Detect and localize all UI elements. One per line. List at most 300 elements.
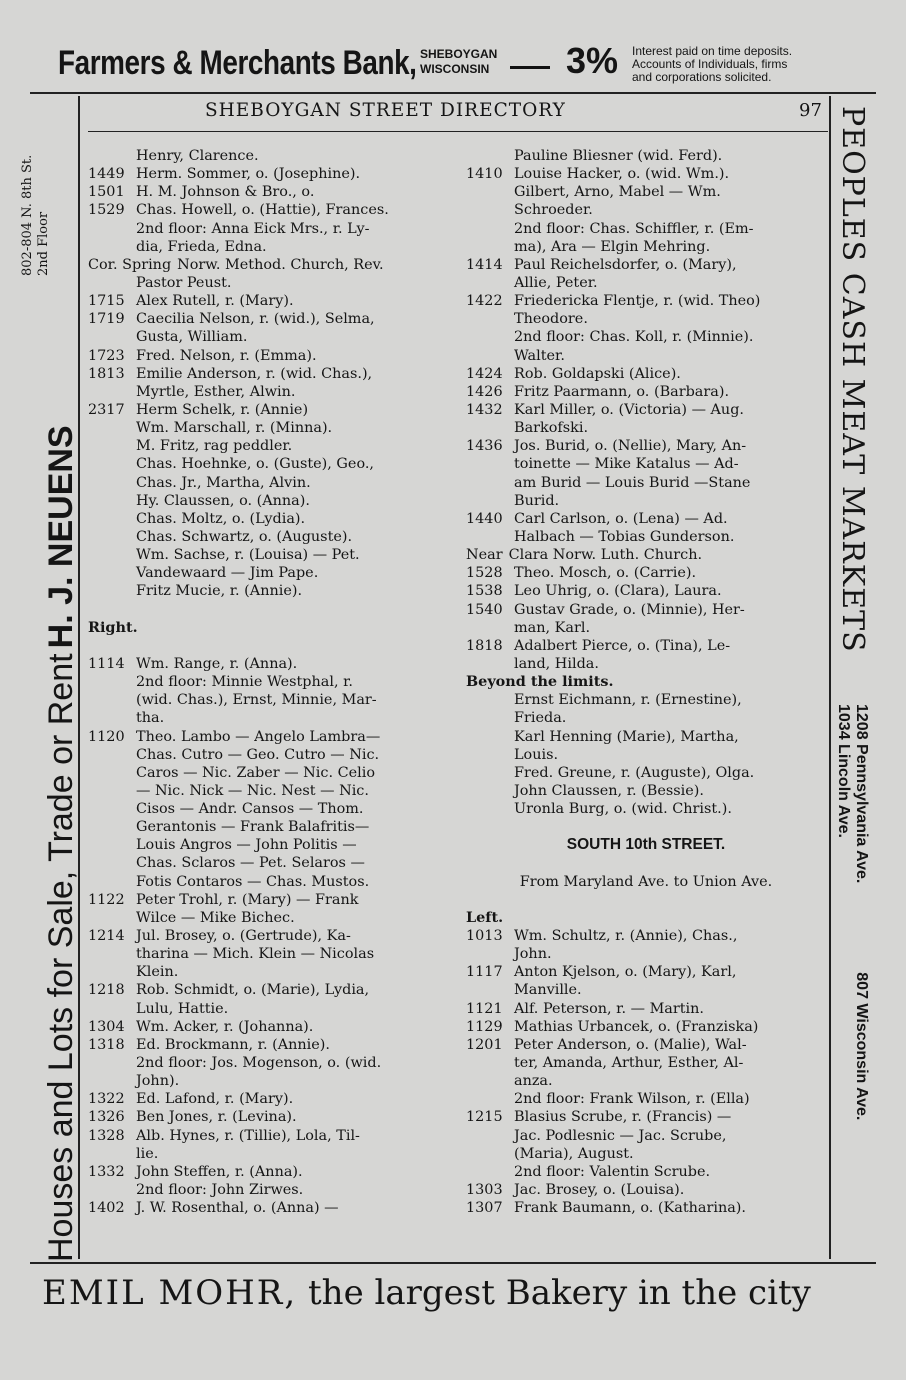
- house-number: [466, 655, 514, 673]
- resident-text: Klein.: [136, 964, 179, 981]
- resident-text: Alb. Hynes, r. (Tillie), Lola, Til-: [136, 1127, 360, 1144]
- bank-location: [420, 47, 497, 77]
- resident-text: ma), Ara — Elgin Mehring.: [514, 238, 711, 255]
- house-number: [88, 1072, 136, 1090]
- house-number: [466, 1145, 514, 1163]
- side-ad-text: Houses and Lots for Sale, Trade or Rent: [42, 653, 80, 1262]
- resident-text: lie.: [136, 1145, 159, 1162]
- house-number: [88, 510, 136, 528]
- house-number: [466, 691, 514, 709]
- interest-text: [632, 45, 792, 84]
- resident-text: Chas. Schwartz, o. (Auguste).: [136, 528, 353, 545]
- directory-entry: [466, 220, 826, 238]
- directory-entry: [88, 601, 458, 619]
- house-number: [466, 328, 514, 346]
- resident-text: Pauline Bliesner (wid. Ferd).: [514, 148, 723, 164]
- directory-entry: [466, 238, 826, 256]
- house-number: [88, 854, 136, 872]
- house-number: [466, 220, 514, 238]
- resident-text: dia, Frieda, Edna.: [136, 238, 267, 255]
- directory-entry: [88, 1072, 458, 1090]
- house-number: [88, 1000, 136, 1018]
- directory-entry: [88, 1108, 458, 1126]
- house-number: 1528: [466, 565, 503, 582]
- directory-entry: [466, 1018, 826, 1036]
- resident-text: Herm Schelk, r. (Annie): [136, 401, 309, 418]
- house-number: 1818: [466, 637, 503, 654]
- house-number: 1322: [88, 1091, 125, 1108]
- page-number: 97: [799, 100, 822, 121]
- directory-entry: [88, 310, 458, 328]
- right-side-ad: PEOPLES CASH MEAT MARKETS: [835, 106, 870, 653]
- resident-text: Walter.: [514, 347, 565, 364]
- resident-text: Allie, Peter.: [514, 274, 598, 291]
- house-number: [88, 528, 136, 546]
- street-heading: SOUTH 10th STREET.: [566, 836, 726, 854]
- directory-entry: [466, 691, 826, 709]
- resident-text: Chas. Jr., Martha, Alvin.: [136, 474, 311, 491]
- resident-text: Paul Reichelsdorfer, o. (Mary),: [514, 256, 737, 273]
- directory-entry: [88, 1127, 458, 1145]
- directory-entry: [88, 782, 458, 800]
- directory-entry: [466, 347, 826, 365]
- address-3: 807 Wisconsin Ave.: [853, 972, 870, 1121]
- resident-text: Leo Uhrig, o. (Clara), Laura.: [514, 583, 722, 600]
- directory-entry: [466, 437, 826, 455]
- resident-text: Wm. Marschall, r. (Minna).: [136, 420, 333, 437]
- right-column: [466, 147, 826, 1217]
- directory-entry: [88, 1054, 458, 1072]
- resident-text: Chas. Howell, o. (Hattie), Frances.: [136, 202, 389, 219]
- resident-text: Alex Rutell, r. (Mary).: [136, 293, 294, 310]
- house-number: [88, 800, 136, 818]
- house-number: 1117: [466, 964, 503, 981]
- bakery-name: EMIL MOHR,: [42, 1273, 298, 1313]
- directory-entry: [466, 183, 826, 201]
- house-number: [466, 945, 514, 963]
- resident-text: Frank Baumann, o. (Katharina).: [514, 1200, 746, 1217]
- interest-line: and corporations solicited.: [632, 70, 772, 84]
- directory-entry: [88, 492, 458, 510]
- resident-text: Fotis Contaros — Chas. Mustos.: [136, 873, 370, 890]
- house-number: 1303: [466, 1182, 503, 1199]
- house-number: 1426: [466, 383, 503, 400]
- directory-entry: [88, 981, 458, 999]
- directory-entry: [88, 419, 458, 437]
- resident-text: John).: [136, 1073, 180, 1090]
- house-number: [88, 1054, 136, 1072]
- directory-entry: [88, 1163, 458, 1181]
- house-number: [88, 764, 136, 782]
- resident-text: Wm. Range, r. (Anna).: [136, 655, 298, 672]
- house-number: [466, 709, 514, 727]
- directory-entry: [466, 401, 826, 419]
- resident-text: am Burid — Louis Burid —Stane: [514, 474, 751, 491]
- directory-entry: [466, 1199, 826, 1217]
- directory-entry: [88, 709, 458, 727]
- directory-entry: [466, 764, 826, 782]
- directory-entry: [88, 800, 458, 818]
- directory-entry: [88, 455, 458, 473]
- directory-entry: [466, 1127, 826, 1145]
- house-number: [88, 1145, 136, 1163]
- resident-text: toinette — Mike Katalus — Ad-: [514, 456, 739, 473]
- directory-entry: [466, 582, 826, 600]
- house-number: 1424: [466, 365, 503, 382]
- house-number: [88, 564, 136, 582]
- address-line: [852, 704, 870, 1120]
- directory-entry: [88, 510, 458, 528]
- directory-entry: [88, 1145, 458, 1163]
- house-number: 1540: [466, 601, 503, 618]
- directory-entry: [466, 419, 826, 437]
- directory-entry: [466, 963, 826, 981]
- directory-entry: [88, 183, 458, 201]
- interest-line: Interest paid on time deposits.: [632, 44, 793, 58]
- directory-entry: [466, 564, 826, 582]
- resident-text: Gustav Grade, o. (Minnie), Her-: [514, 601, 745, 618]
- resident-text: Wm. Acker, r. (Johanna).: [136, 1018, 314, 1035]
- directory-entry: [466, 201, 826, 219]
- house-number: [88, 782, 136, 800]
- house-number: 1318: [88, 1036, 125, 1053]
- directory-entry: [466, 709, 826, 727]
- address-1: 1208 Pennsylvania Ave.: [853, 704, 870, 884]
- directory-entry: [88, 292, 458, 310]
- resident-text: Jul. Brosey, o. (Gertrude), Ka-: [136, 928, 351, 945]
- resident-text: Emilie Anderson, r. (wid. Chas.),: [136, 365, 373, 382]
- directory-entry: [466, 147, 826, 165]
- directory-entry: [88, 220, 458, 238]
- house-number: [466, 201, 514, 219]
- house-number: [466, 1163, 514, 1181]
- house-number: 1529: [88, 202, 125, 219]
- house-number: 1013: [466, 928, 503, 945]
- house-number: [466, 728, 514, 746]
- directory-entry: [466, 746, 826, 764]
- street-range: From Maryland Ave. to Union Ave.: [519, 873, 773, 890]
- house-number: [88, 963, 136, 981]
- directory-entry: [88, 1199, 458, 1217]
- resident-text: Clara Norw. Luth. Church.: [508, 547, 703, 564]
- directory-entry: [466, 328, 826, 346]
- resident-text: Gilbert, Arno, Mabel — Wm.: [514, 184, 721, 201]
- footer-rule: [30, 1262, 876, 1264]
- resident-text: 2nd floor: Valentin Scrube.: [514, 1163, 711, 1180]
- resident-text: Gusta, William.: [136, 329, 248, 346]
- house-number: 1328: [88, 1127, 125, 1144]
- house-number: 1129: [466, 1018, 503, 1035]
- directory-entry: [466, 619, 826, 637]
- house-number: [88, 673, 136, 691]
- left-side-address: [20, 155, 52, 276]
- house-number: [88, 546, 136, 564]
- right-frame-line: [829, 96, 831, 1259]
- resident-text: land, Hilda.: [514, 655, 599, 672]
- resident-text: Hy. Claussen, o. (Anna).: [136, 492, 310, 509]
- directory-entry: [88, 328, 458, 346]
- resident-text: Theo. Mosch, o. (Carrie).: [514, 565, 697, 582]
- resident-text: Ben Jones, r. (Levina).: [136, 1109, 297, 1126]
- house-number: [466, 310, 514, 328]
- resident-text: Caecilia Nelson, r. (wid.), Selma,: [136, 311, 375, 328]
- directory-entry: [88, 582, 458, 600]
- directory-entry: [466, 510, 826, 528]
- resident-text: Chas. Cutro — Geo. Cutro — Nic.: [136, 746, 380, 763]
- directory-entry: [466, 601, 826, 619]
- resident-text: Karl Miller, o. (Victoria) — Aug.: [514, 401, 744, 418]
- interest-rate: 3%: [566, 40, 619, 81]
- directory-entry: [88, 637, 458, 655]
- house-number: [88, 945, 136, 963]
- bank-state: WISCONSIN: [420, 62, 490, 76]
- directory-entry: [466, 728, 826, 746]
- resident-text: Cisos — Andr. Cansos — Thom.: [136, 801, 364, 818]
- house-number: [88, 419, 136, 437]
- bakery-slogan: the largest Bakery in the city: [308, 1273, 811, 1313]
- directory-entry: [88, 891, 458, 909]
- resident-text: 2nd floor: Chas. Schiffler, r. (Em-: [514, 220, 754, 237]
- directory-entry: [466, 383, 826, 401]
- directory-entry: [466, 455, 826, 473]
- directory-entry: [88, 927, 458, 945]
- house-number: 1122: [88, 891, 125, 908]
- resident-text: Chas. Hoehnke, o. (Guste), Geo.,: [136, 456, 375, 473]
- directory-entry: [88, 201, 458, 219]
- title-rule: [88, 131, 828, 132]
- resident-text: Fred. Greune, r. (Auguste), Olga.: [514, 764, 755, 781]
- house-number: [88, 455, 136, 473]
- directory-entry: [466, 292, 826, 310]
- house-number: [466, 238, 514, 256]
- resident-text: Rob. Schmidt, o. (Marie), Lydia,: [136, 982, 370, 999]
- resident-text: Fritz Mucie, r. (Annie).: [136, 583, 303, 600]
- resident-text: Karl Henning (Marie), Martha,: [514, 728, 739, 745]
- directory-entry: [466, 1163, 826, 1181]
- resident-text: Vandewaard — Jim Pape.: [136, 565, 319, 582]
- directory-entry: [88, 691, 458, 709]
- directory-entry: [88, 147, 458, 165]
- directory-entry: [88, 818, 458, 836]
- directory-entry: [88, 945, 458, 963]
- resident-text: Frieda.: [514, 710, 567, 727]
- resident-text: (Maria), August.: [514, 1145, 634, 1162]
- house-number: 1414: [466, 256, 503, 273]
- directory-entry: [466, 528, 826, 546]
- directory-entry: [88, 728, 458, 746]
- resident-text: tharina — Mich. Klein — Nicolas: [136, 946, 375, 963]
- house-number: 1440: [466, 510, 503, 527]
- house-number: [466, 1072, 514, 1090]
- directory-entry: [88, 963, 458, 981]
- directory-entry: [466, 800, 826, 818]
- address-line: 1034 Lincoln Ave.: [835, 704, 852, 838]
- resident-text: Friedericka Flentje, r. (wid. Theo): [514, 293, 761, 310]
- directory-entry: [88, 546, 458, 564]
- resident-text: (wid. Chas.), Ernst, Minnie, Mar-: [136, 692, 377, 709]
- resident-text: Blasius Scrube, r. (Francis) —: [514, 1109, 732, 1126]
- interest-line: Accounts of Individuals, firms: [632, 57, 788, 71]
- house-number: 2317: [88, 401, 125, 418]
- resident-text: Uronla Burg, o. (wid. Christ.).: [514, 801, 732, 818]
- house-number: [88, 328, 136, 346]
- side-ad-name: H. J. NEUENS: [42, 425, 80, 649]
- directory-entry: [466, 492, 826, 510]
- bank-name: Farmers & Merchants Bank,: [58, 44, 417, 82]
- house-number: Near: [466, 547, 503, 564]
- resident-text: Chas. Moltz, o. (Lydia).: [136, 510, 306, 527]
- directory-entry: [88, 256, 458, 274]
- resident-text: Chas. Sclaros — Pet. Selaros —: [136, 855, 365, 872]
- resident-text: Anton Kjelson, o. (Mary), Karl,: [514, 964, 737, 981]
- resident-text: Louis.: [514, 746, 559, 763]
- house-number: 1326: [88, 1109, 125, 1126]
- directory-entry: [466, 1054, 826, 1072]
- directory-entry: [466, 655, 826, 673]
- house-number: 1723: [88, 347, 125, 364]
- directory-entry: [88, 619, 458, 637]
- directory-entry: [88, 564, 458, 582]
- resident-text: Lulu, Hattie.: [136, 1000, 229, 1017]
- resident-text: Gerantonis — Frank Balafritis—: [136, 819, 370, 836]
- house-number: [466, 474, 514, 492]
- directory-entry: [466, 927, 826, 945]
- house-number: [466, 764, 514, 782]
- directory-entry: [466, 782, 826, 800]
- house-number: [466, 981, 514, 999]
- resident-text: Burid.: [514, 492, 560, 509]
- directory-entry: [88, 401, 458, 419]
- resident-text: Halbach — Tobias Gunderson.: [514, 528, 735, 545]
- directory-entry: [466, 365, 826, 383]
- resident-text: Jos. Burid, o. (Nellie), Mary, An-: [514, 438, 747, 455]
- house-number: [88, 709, 136, 727]
- house-number: [88, 836, 136, 854]
- house-number: 1304: [88, 1018, 125, 1035]
- resident-text: John Claussen, r. (Bessie).: [514, 782, 704, 799]
- resident-text: 2nd floor: Chas. Koll, r. (Minnie).: [514, 329, 754, 346]
- resident-text: 2nd floor: John Zirwes.: [136, 1182, 304, 1199]
- resident-text: Theo. Lambo — Angelo Lambra—: [136, 728, 381, 745]
- directory-entry: [466, 310, 826, 328]
- resident-text: Carl Carlson, o. (Lena) — Ad.: [514, 510, 728, 527]
- resident-text: Rob. Goldapski (Alice).: [514, 365, 681, 382]
- house-number: [88, 147, 136, 165]
- resident-text: Theodore.: [514, 311, 588, 328]
- house-number: [466, 492, 514, 510]
- directory-entry: [88, 1000, 458, 1018]
- address-line: 802-804 N. 8th St.: [20, 154, 35, 276]
- resident-text: Louise Hacker, o. (wid. Wm.).: [514, 166, 730, 183]
- directory-entry: [88, 1181, 458, 1199]
- directory-entry: [88, 1090, 458, 1108]
- house-number: [88, 238, 136, 256]
- house-number: 1410: [466, 166, 503, 183]
- directory-entry: [88, 764, 458, 782]
- resident-text: John.: [514, 946, 552, 963]
- resident-text: Schroeder.: [514, 202, 593, 219]
- resident-text: Peter Anderson, o. (Malie), Wal-: [514, 1036, 747, 1053]
- resident-text: — Nic. Nick — Nic. Nest — Nic.: [136, 782, 369, 799]
- directory-entry: [466, 256, 826, 274]
- house-number: [466, 619, 514, 637]
- house-number: [466, 147, 514, 165]
- resident-text: Wilce — Mike Bichec.: [136, 909, 295, 926]
- directory-entry: [466, 1090, 826, 1108]
- directory-entry: [88, 655, 458, 673]
- directory-entry: [88, 437, 458, 455]
- resident-text: Manville.: [514, 982, 582, 999]
- resident-text: Barkofski.: [514, 420, 589, 437]
- house-number: [466, 746, 514, 764]
- resident-text: anza.: [514, 1073, 553, 1090]
- house-number: 1501: [88, 184, 125, 201]
- house-number: 1114: [88, 655, 125, 672]
- house-number: [88, 691, 136, 709]
- resident-text: tha.: [136, 710, 165, 727]
- resident-text: Herm. Sommer, o. (Josephine).: [136, 166, 361, 183]
- resident-text: 2nd floor: Frank Wilson, r. (Ella): [514, 1091, 750, 1108]
- resident-text: 2nd floor: Minnie Westphal, r.: [136, 674, 353, 691]
- house-number: [88, 492, 136, 510]
- resident-text: Caros — Nic. Zaber — Nic. Celio: [136, 764, 375, 781]
- directory-entry: [88, 474, 458, 492]
- house-number: [88, 582, 136, 600]
- house-number: [88, 274, 136, 292]
- resident-text: Ernst Eichmann, r. (Ernestine),: [514, 692, 742, 709]
- bottom-ad: [42, 1273, 811, 1313]
- directory-entry: [466, 818, 826, 836]
- house-number: [466, 274, 514, 292]
- directory-entry: [466, 909, 826, 927]
- house-number: [88, 818, 136, 836]
- house-number: [88, 474, 136, 492]
- house-number: [88, 1181, 136, 1199]
- house-number: [88, 220, 136, 238]
- directory-entry: [466, 1036, 826, 1054]
- house-number: 1436: [466, 438, 503, 455]
- house-number: 1538: [466, 583, 503, 600]
- directory-entry: [88, 854, 458, 872]
- house-number: 1715: [88, 293, 125, 310]
- directory-entry: [466, 1000, 826, 1018]
- house-number: [466, 782, 514, 800]
- floor-line: 2nd Floor: [36, 211, 51, 276]
- resident-text: Norw. Method. Church, Rev.: [177, 256, 384, 273]
- house-number: [88, 746, 136, 764]
- house-number: 1120: [88, 728, 125, 745]
- left-side-ad: [42, 425, 81, 1262]
- resident-text: Louis Angros — John Politis —: [136, 837, 357, 854]
- house-number: 1813: [88, 365, 125, 382]
- section-heading: Right.: [88, 618, 138, 636]
- directory-entry: [88, 1036, 458, 1054]
- house-number: 1218: [88, 982, 125, 999]
- resident-text: J. W. Rosenthal, o. (Anna) —: [136, 1200, 339, 1217]
- directory-entry: [88, 347, 458, 365]
- header-dash: [510, 66, 550, 69]
- directory-entry: [88, 165, 458, 183]
- directory-entry: [466, 673, 826, 691]
- section-heading: Beyond the limits.: [466, 673, 614, 691]
- resident-text: Myrtle, Esther, Alwin.: [136, 383, 296, 400]
- resident-text: John Steffen, r. (Anna).: [136, 1163, 303, 1180]
- house-number: 1332: [88, 1163, 125, 1180]
- directory-entry: [88, 909, 458, 927]
- resident-text: 2nd floor: Anna Eick Mrs., r. Ly-: [136, 220, 370, 237]
- directory-entry: [466, 274, 826, 292]
- house-number: [466, 528, 514, 546]
